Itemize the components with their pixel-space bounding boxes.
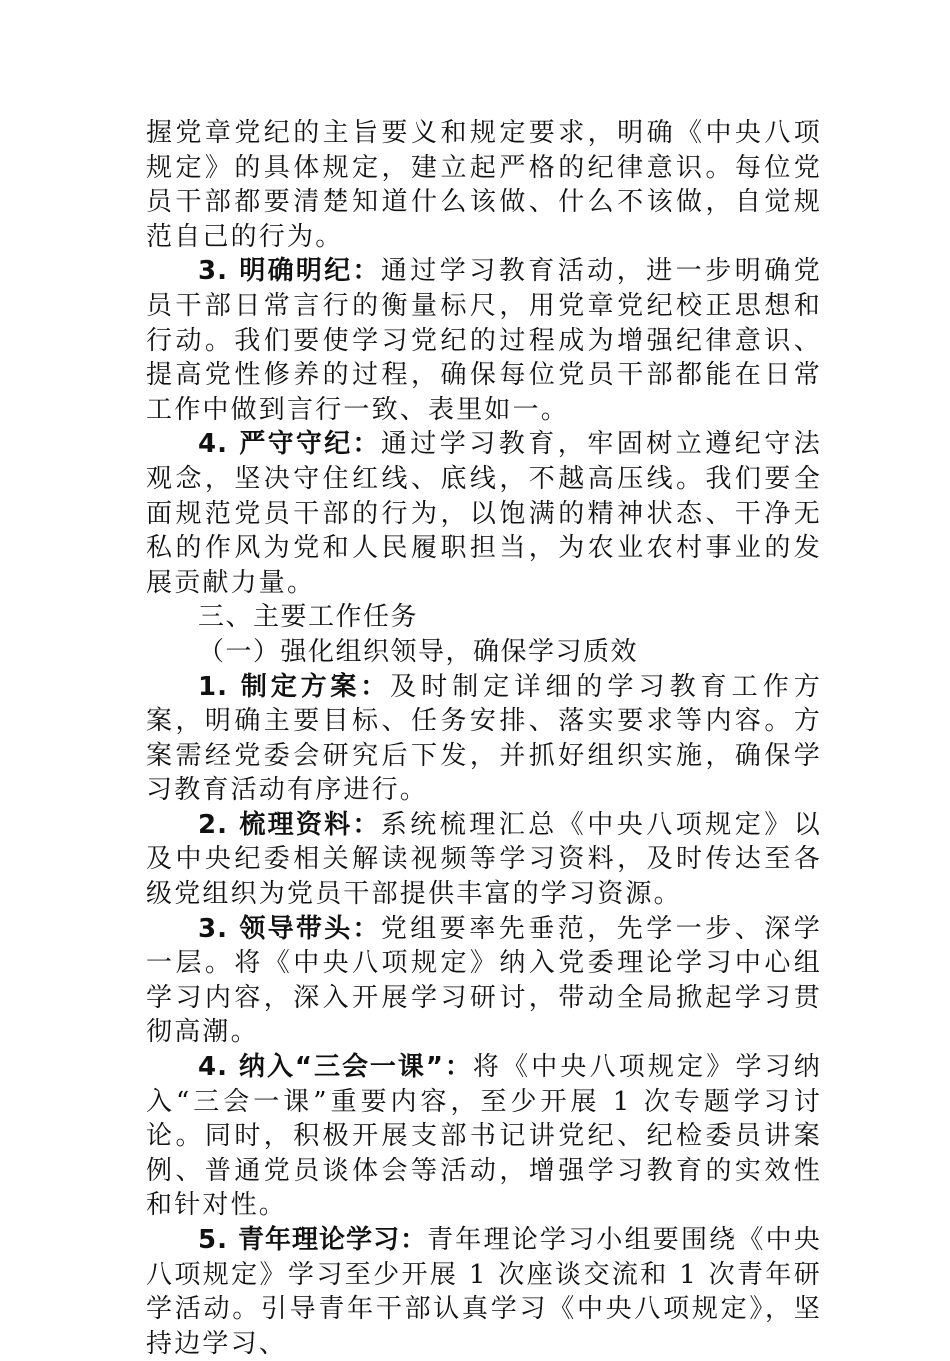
item-organize-materials (146, 808, 822, 912)
item-observe-discipline (146, 427, 822, 600)
item-lead: 2. 梳理资料： (198, 809, 381, 840)
item-body: 系统梳理汇总《中央八项规定》以及中央纪委相关解读视频等学习资料，及时传达至各级党组织为党员干部提供丰富的学习资源。 (146, 809, 822, 910)
item-formulate-plan (146, 670, 822, 808)
item-body: 青年理论学习小组要围绕《中央八项规定》学习至少开展 1 次座谈交流和 1 次青年研学活动。引导青年干部认真学习《中央八项规定》，坚持边学习、 (146, 1225, 822, 1359)
item-body: 及时制定详细的学习教育工作方案，明确主要目标、任务安排、落实要求等内容。方案需经党委会研究后下发，并抓好组织实施，确保学习教育活动有序进行。 (146, 671, 822, 806)
continuation-paragraph: 握党章党纪的主旨要义和规定要求，明确《中央八项规定》的具体规定，建立起严格的纪律意识。每位党员干部都要清楚知道什么该做、什么不该做，自觉规范自己的行为。 (146, 118, 822, 252)
item-body: 通过学习教育，牢固树立遵纪守法观念，坚决守住红线、底线，不越高压线。我们要全面规范党员干部的行为，以饱满的精神状态、干净无私的作风为党和人民履职担当，为农业农村事业的发展贡献力量。 (146, 429, 822, 598)
item-body: 将《中央八项规定》学习纳入“三会一课”重要内容，至少开展 1 次专题学习讨论。同时，积极开展支部书记讲党纪、纪检委员讲案例、普通党员谈体会等活动，增强学习教育的实效性和针对性。 (146, 1052, 822, 1221)
item-lead: 3. 明确明纪： (198, 256, 381, 287)
item-leadership-example (146, 912, 822, 1050)
item-lead: 3. 领导带头： (198, 913, 381, 944)
item-lead: 4. 纳入“三会一课”： (198, 1052, 473, 1083)
item-clarify-discipline (146, 254, 822, 427)
sub-heading: （一）强化组织领导，确保学习质效 (198, 636, 639, 667)
item-lead: 5. 青年理论学习： (198, 1225, 428, 1255)
item-three-meetings-one-lesson (146, 1050, 822, 1223)
document-body (146, 116, 822, 1361)
item-body: 党组要率先垂范，先学一步、深学一层。将《中央八项规定》纳入党委理论学习中心组学习内容，深入开展学习研讨，带动全局掀起学习贯彻高潮。 (146, 913, 822, 1048)
item-lead: 1. 制定方案： (198, 671, 391, 702)
section-heading: 三、主要工作任务 (198, 602, 419, 633)
item-lead: 4. 严守守纪： (198, 429, 381, 460)
item-youth-theory-study (146, 1223, 822, 1361)
item-body: 通过学习教育活动，进一步明确党员干部日常言行的衡量标尺，用党章党纪校正思想和行动。我们要使学习党纪的过程成为增强纪律意识、提高党性修养的过程，确保每位党员干部都能在日常工作中做到言行一致、表里如一。 (146, 256, 822, 425)
